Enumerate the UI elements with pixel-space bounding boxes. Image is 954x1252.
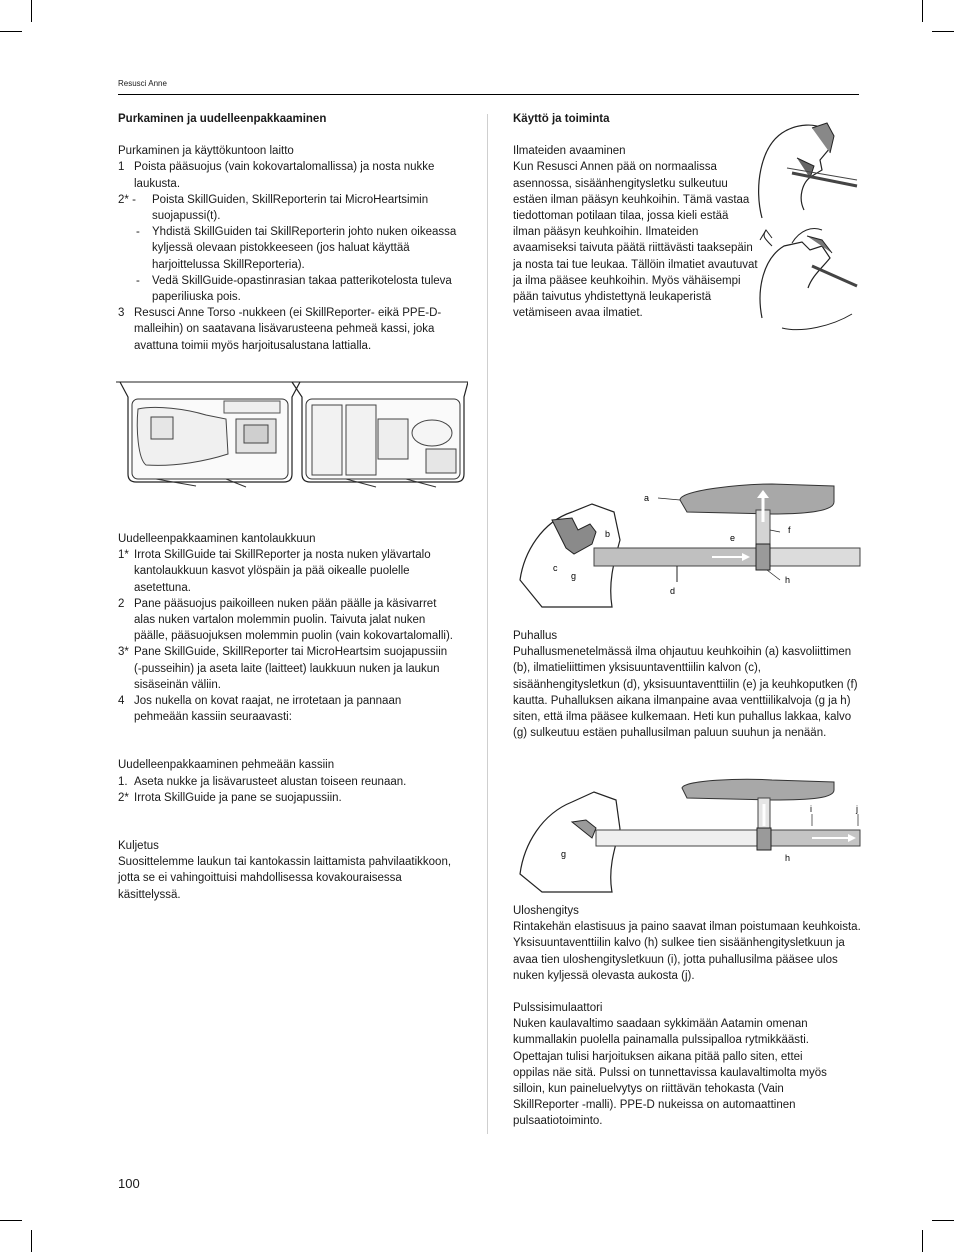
paragraph: Puhallusmenetelmässä ilma ohjautuu keuhkoihin (a) kasvoliittimen (b), ilmatieliittimen yksisuuntaventtiilin kalvon (c), sisäänhengitysletkun (d), yksisuuntaventtiilin (e) ja keuhkoputken (f) kautta. Puhalluksen aikana ilmanpaine avaa venttiilikalvoja (g ja h) siten, että ilma pääsee kulkemaan. Heti kun puhallus lakkaa, kalvo (g) sulkeutuu estäen puhallusilman paluun suuhun ja nenään. <box>513 646 858 740</box>
running-header: Resusci Anne <box>118 79 167 88</box>
subsection-title: Uudelleenpakkaaminen kantolaukkuun <box>118 533 316 545</box>
label-f: f <box>788 525 791 535</box>
crop-mark <box>922 1230 923 1252</box>
label-j: j <box>856 804 858 814</box>
crop-mark <box>0 31 22 32</box>
subsection-title: Uudelleenpakkaaminen pehmeään kassiin <box>118 759 335 772</box>
list-item: 2* Irrota SkillGuide ja pane se suojapussiin. <box>118 791 342 804</box>
paragraph: Rintakehän elastisuus ja paino saavat ilman poistumaan keuhkoista. Yksisuuntaventtiilin kalvo (h) sulkee tien sisäänhengitysletkuun ja avaa tien uloshengitysletkuun (i), jotta puhallusilma pääsee ulos nuken kyljessä olevasta aukosta (j). <box>513 921 861 982</box>
subsection-title: Uloshengitys <box>513 905 579 917</box>
label-g: g <box>571 571 577 581</box>
left-column-lower <box>118 531 458 903</box>
page-number: 100 <box>118 1176 140 1191</box>
list-item: 1* Irrota SkillGuide tai SkillReporter ja nosta nuken ylävartalo kantolaukkuun kasvot ylöspäin ja pää oikealle puolelle asetettuna. <box>118 549 431 594</box>
list-item: 1 Poista pääsuojus (vain kokovartalomallissa) ja nosta nukke laukusta. <box>118 161 435 190</box>
column-divider <box>487 114 488 1134</box>
subsection-title: Pulssisimulaattori <box>513 1002 603 1015</box>
section-title: Purkaminen ja uudelleenpakkaaminen <box>118 113 327 125</box>
list-item: - Yhdistä SkillGuiden tai SkillReporterin johto nuken oikeassa kyljessä olevaan pistokkeeseen (jos haluat käyttää harjoittelussa SkillReporteria). <box>136 226 457 271</box>
subsection-title: Purkaminen ja käyttökuntoon laitto <box>118 145 294 158</box>
right-column-lower <box>513 903 863 1130</box>
right-column-top <box>513 111 758 321</box>
list-item: 3 Resusci Anne Torso -nukkeen (ei SkillReporter- eikä PPE-D-malleihin) on saatavana lisävarusteena pehmeä kassi, joka avattuna toimii myös harjoitusalustana lattialla. <box>118 307 442 352</box>
crop-mark <box>0 1220 22 1221</box>
list-item: 3* Pane SkillGuide, SkillReporter tai MicroHeartsim suojapussiin (-pusseihin) ja aseta laite (laitteet) laukkuun nuken ja laukun sisäseinän väliin. <box>118 646 448 691</box>
subsection-title: Puhallus <box>513 630 558 642</box>
list-item: 1. Aseta nukke ja lisävarusteet alustan toiseen reunaan. <box>118 775 407 788</box>
list-item: 4 Jos nukella on kovat raajat, ne irrotetaan ja pannaan pehmeään kassiin seuraavasti: <box>118 695 402 724</box>
left-column <box>118 111 458 354</box>
list-item: 2* - Poista SkillGuiden, SkillReporterin tai MicroHeartsimin suojapussi(t). <box>118 193 429 223</box>
crop-mark <box>31 1230 32 1252</box>
subsection-title: Kuljetus <box>118 840 159 853</box>
label-b: b <box>605 529 611 539</box>
crop-mark <box>922 0 923 22</box>
header-rule <box>118 94 859 95</box>
label-d: d <box>670 586 676 596</box>
inflation-diagram <box>512 482 862 612</box>
label-a: a <box>644 493 650 503</box>
crop-mark <box>31 0 32 22</box>
head-tilt-illustration <box>752 118 862 340</box>
section-title: Käyttö ja toiminta <box>513 113 610 125</box>
paragraph: Suosittelemme laukun tai kantokassin laittamista pahvilaatikkoon, jotta se ei vahingoittuisi mahdollisessa kovakouraisessa käsittelyssä. <box>118 856 452 901</box>
crop-mark <box>932 31 954 32</box>
label-c: c <box>553 563 558 573</box>
list-item: 2 Pane pääsuojus paikoilleen nuken pään päälle ja käsivarret alas nuken vartalon molemmin puolin. Taivuta jalat nuken päälle, pääsuojuksen molemmin puolin (vain kokovartalomalli). <box>118 597 453 643</box>
exhalation-diagram <box>512 774 862 898</box>
label-h: h <box>785 853 791 863</box>
paragraph: Kun Resusci Annen pää on normaalissa asennossa, sisäänhengitysletku sulkeutuu estäen ilman pääsyn keuhkoihin. Tämä vastaa tiedottoman potilaan tilaa, jossa kieli estää ilman pääsyn keuhkoihin. Ilmateiden avaamiseksi taivuta päätä riittävästi taaksepäin ja nosta tai tue leukaa. Tällöin ilmatiet avautuvat ja ilma pääsee keuhkoihin. Myös vähäisempi pään taivutus yhdistettynä leukaperistä vetämiseen avaa ilmatiet. <box>513 161 758 320</box>
subsection-title: Ilmateiden avaaminen <box>513 145 626 158</box>
carrying-case-illustration <box>116 379 468 489</box>
label-i: i <box>810 804 812 814</box>
crop-mark <box>932 1220 954 1221</box>
label-g: g <box>561 849 567 859</box>
puhallus-section <box>513 628 863 741</box>
label-e: e <box>730 533 736 543</box>
paragraph: Nuken kaulavaltimo saadaan sykkimään Aatamin omenan kummallakin puolella painamalla pulssipalloa rytmikkäästi. Opettajan tulisi harjoituksen aikana pitää pallo siten, ettei oppilas näe sitä. Pulssi on tunnettavissa kaulavaltimolta myös silloin, kun paineluelvytys on riittävän tehokasta (Vain SkillReporter -malli). PPE-D nukeissa on automaattinen pulsaatiotoiminto. <box>513 1018 827 1128</box>
label-h: h <box>785 575 791 585</box>
list-item: - Vedä SkillGuide-opastinrasian takaa patterikotelosta tuleva paperiliuska pois. <box>136 274 452 304</box>
